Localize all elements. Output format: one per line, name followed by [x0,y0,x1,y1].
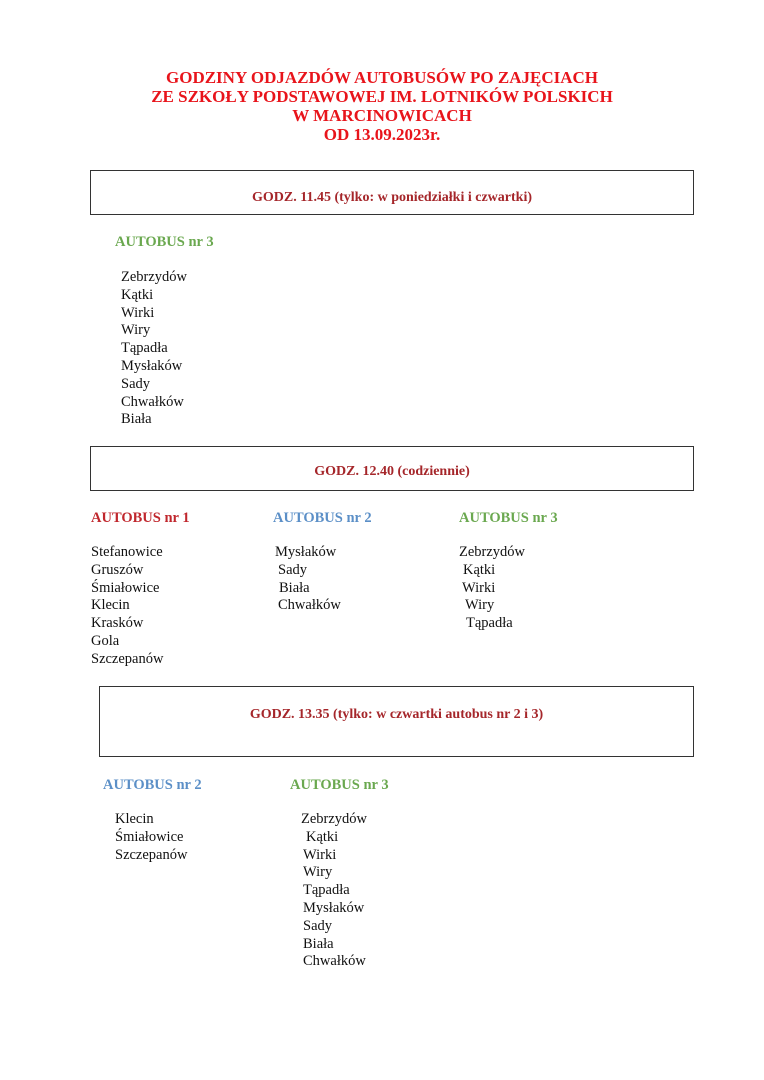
section2-bus1-stops [91,544,163,669]
stop-item: Gola [91,632,120,649]
stop-item: Zebrzydów [121,269,188,285]
stop-item: Śmiałowice [91,579,160,596]
section1-bus3-stops [121,269,187,429]
stop-item: Mysłaków [121,357,183,374]
stop-item: Sady [303,917,332,934]
section2-header-box [90,446,694,491]
section3-bus3-stops [301,811,367,971]
stop-item: Biała [121,411,152,428]
section3-header: GODZ. 13.35 (tylko: w czwartki autobus nr 2 i 3) [249,707,544,722]
stop-item: Krasków [91,615,144,632]
section3-header-box [99,686,694,757]
stop-item: Wiry [303,864,333,881]
stop-item: Gruszów [91,561,144,578]
stop-item: Chwałków [121,393,184,410]
section2-bus2-stops [275,544,341,615]
stop-item: Zebrzydów [301,811,368,827]
section2-bus1-label: AUTOBUS nr 1 [91,510,190,526]
section1-header-box [90,170,694,215]
section3-bus2-label: AUTOBUS nr 2 [103,777,202,793]
section2-bus3-stops [459,544,525,633]
stop-item: Sady [278,561,307,578]
stop-item: Chwałków [278,597,341,614]
stop-item: Szczepanów [91,650,164,667]
stop-item: Tąpadła [466,615,513,632]
stop-item: Tąpadła [121,340,168,357]
stop-item: Szczepanów [115,846,188,863]
stop-item: Klecin [115,811,154,827]
section2-bus3-label: AUTOBUS nr 3 [459,510,558,526]
section1-bus3-label: AUTOBUS nr 3 [115,234,214,250]
page-title [0,68,764,144]
stop-item: Mysłaków [275,544,337,560]
title-line-4: OD 13.09.2023r. [323,125,441,144]
stop-item: Chwałków [303,953,366,970]
stop-item: Śmiałowice [115,828,184,845]
stop-item: Wirki [121,304,155,321]
stop-item: Tąpadła [303,882,350,899]
title-line-1: GODZINY ODJAZDÓW AUTOBUSÓW PO ZAJĘCIACH [166,68,598,87]
stop-item: Biała [279,579,310,596]
section1-header: GODZ. 11.45 (tylko: w poniedziałki i czwartki) [252,190,532,205]
stop-item: Sady [121,375,150,392]
stop-item: Kątki [306,828,339,845]
stop-item: Wiry [465,597,495,614]
stop-item: Wirki [303,846,337,863]
stop-item: Wirki [462,579,496,596]
stop-item: Kątki [121,286,154,303]
section3-bus2-stops [115,811,187,864]
stop-item: Wiry [121,322,151,339]
stop-item: Kątki [463,561,496,578]
title-line-2: ZE SZKOŁY PODSTAWOWEJ IM. LOTNIKÓW POLSKICH [151,87,613,106]
section2-header: GODZ. 12.40 (codziennie) [314,464,470,479]
stop-item: Stefanowice [91,544,163,560]
section2-bus2-label: AUTOBUS nr 2 [273,510,372,526]
title-line-3: W MARCINOWICACH [292,106,472,125]
stop-item: Mysłaków [303,899,365,916]
stop-item: Biała [303,935,334,952]
stop-item: Klecin [91,597,130,614]
stop-item: Zebrzydów [459,544,526,560]
section3-bus3-label: AUTOBUS nr 3 [290,777,389,793]
